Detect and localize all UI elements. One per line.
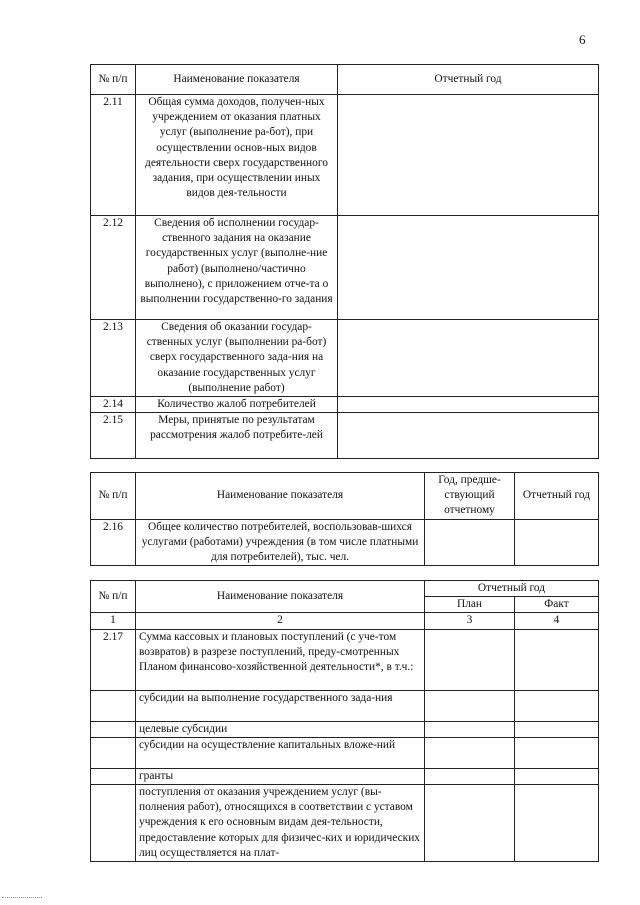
- row-fact-cell: [515, 629, 599, 690]
- header-reporting-year: Отчетный год: [425, 581, 599, 597]
- header-num: № п/п: [91, 65, 136, 95]
- header-num: № п/п: [91, 473, 136, 520]
- row-name: Общее количество потребителей, воспользовав-шихся услугами (работами) учреждения (в том числе платными для потребителей), тыс. чел.: [136, 519, 425, 566]
- table-row: [91, 690, 599, 721]
- col-number: 3: [425, 613, 515, 629]
- table-row: [91, 519, 599, 566]
- indicators-table-3: [90, 580, 599, 862]
- col-number: 2: [136, 613, 425, 629]
- row-num: 2.11: [91, 95, 136, 216]
- table-row: [91, 629, 599, 690]
- column-numbers-row: [91, 613, 599, 629]
- row-fact-cell: [515, 768, 599, 784]
- row-value-cell: [338, 320, 599, 397]
- row-num: [91, 768, 136, 784]
- table-row: [91, 721, 599, 737]
- row-name: гранты: [136, 768, 425, 784]
- table-row: [91, 413, 599, 459]
- header-name: Наименование показателя: [136, 473, 425, 520]
- row-num: 2.13: [91, 320, 136, 397]
- table-row: [91, 320, 599, 397]
- table-row: [91, 95, 599, 216]
- row-num: 2.16: [91, 519, 136, 566]
- row-fact-cell: [515, 690, 599, 721]
- indicators-table-1: [90, 64, 599, 459]
- row-num: [91, 737, 136, 768]
- row-value-cell: [338, 216, 599, 320]
- header-reporting-year: Отчетный год: [338, 65, 599, 95]
- row-name: Меры, принятые по результатам рассмотрения жалоб потребите-лей: [136, 413, 338, 459]
- header-fact: Факт: [515, 597, 599, 613]
- row-num: 2.12: [91, 216, 136, 320]
- row-value-cell: [338, 95, 599, 216]
- table-row: [91, 737, 599, 768]
- indicators-table-2: [90, 472, 599, 566]
- row-value-cell: [338, 413, 599, 459]
- row-plan-cell: [425, 785, 515, 862]
- row-name: Количество жалоб потребителей: [136, 397, 338, 413]
- row-plan-cell: [425, 737, 515, 768]
- row-name: Сумма кассовых и плановых поступлений (с уче-том возвратов) в разрезе поступлений, преду-смотренных Планом финансово-хозяйственной деятельности*, в т.ч.:: [136, 629, 425, 690]
- row-name: целевые субсидии: [136, 721, 425, 737]
- row-plan-cell: [425, 629, 515, 690]
- row-num: [91, 785, 136, 862]
- row-fact-cell: [515, 785, 599, 862]
- row-current-cell: [515, 519, 599, 566]
- row-num: 2.14: [91, 397, 136, 413]
- header-name: Наименование показателя: [136, 65, 338, 95]
- row-plan-cell: [425, 721, 515, 737]
- row-name: поступления от оказания учреждением услуг (вы-полнения работ), относящихся в соответствии с уставом учреждения к его основным видам дея-тельности, предоставление которых для физичес-ких и юридических лиц осуществляется на плат-: [136, 785, 425, 862]
- table-header-row: [91, 65, 599, 95]
- table-row: [91, 785, 599, 862]
- row-name: Сведения об оказании государ-ственных услуг (выполнении ра-бот) сверх государственного зада-ния на оказание государственных услуг (выполнение работ): [136, 320, 338, 397]
- row-fact-cell: [515, 721, 599, 737]
- row-num: 2.15: [91, 413, 136, 459]
- table-row: [91, 397, 599, 413]
- row-name: субсидии на осуществление капитальных вложе-ний: [136, 737, 425, 768]
- header-reporting-year: Отчетный год: [515, 473, 599, 520]
- row-fact-cell: [515, 737, 599, 768]
- row-value-cell: [338, 397, 599, 413]
- page-number: 6: [579, 32, 586, 47]
- row-name: субсидии на выполнение государственного зада-ния: [136, 690, 425, 721]
- row-name: Общая сумма доходов, получен-ных учреждением от оказания платных услуг (выполнение ра-бот), при осуществлении основ-ных видов деятельности сверх государственного задания, при осуществлении иных видов дея-тельности: [136, 95, 338, 216]
- row-plan-cell: [425, 768, 515, 784]
- col-number: 4: [515, 613, 599, 629]
- scan-margin-mark: [2, 897, 42, 898]
- header-plan: План: [425, 597, 515, 613]
- row-num: [91, 721, 136, 737]
- row-plan-cell: [425, 690, 515, 721]
- header-name: Наименование показателя: [136, 581, 425, 613]
- table-row: [91, 216, 599, 320]
- header-previous-year: Год, предше-ствующий отчетному: [425, 473, 515, 520]
- col-number: 1: [91, 613, 136, 629]
- row-num: [91, 690, 136, 721]
- row-num: 2.17: [91, 629, 136, 690]
- table-header-row: [91, 581, 599, 597]
- header-num: № п/п: [91, 581, 136, 613]
- row-prev-cell: [425, 519, 515, 566]
- row-name: Сведения об исполнении государ-ственного задания на оказание государственных услуг (выполне-ние работ) (выполнено/частично выполнено), с приложением отче-та о выполнении государственно-го задания: [136, 216, 338, 320]
- table-row: [91, 768, 599, 784]
- table-header-row: [91, 473, 599, 520]
